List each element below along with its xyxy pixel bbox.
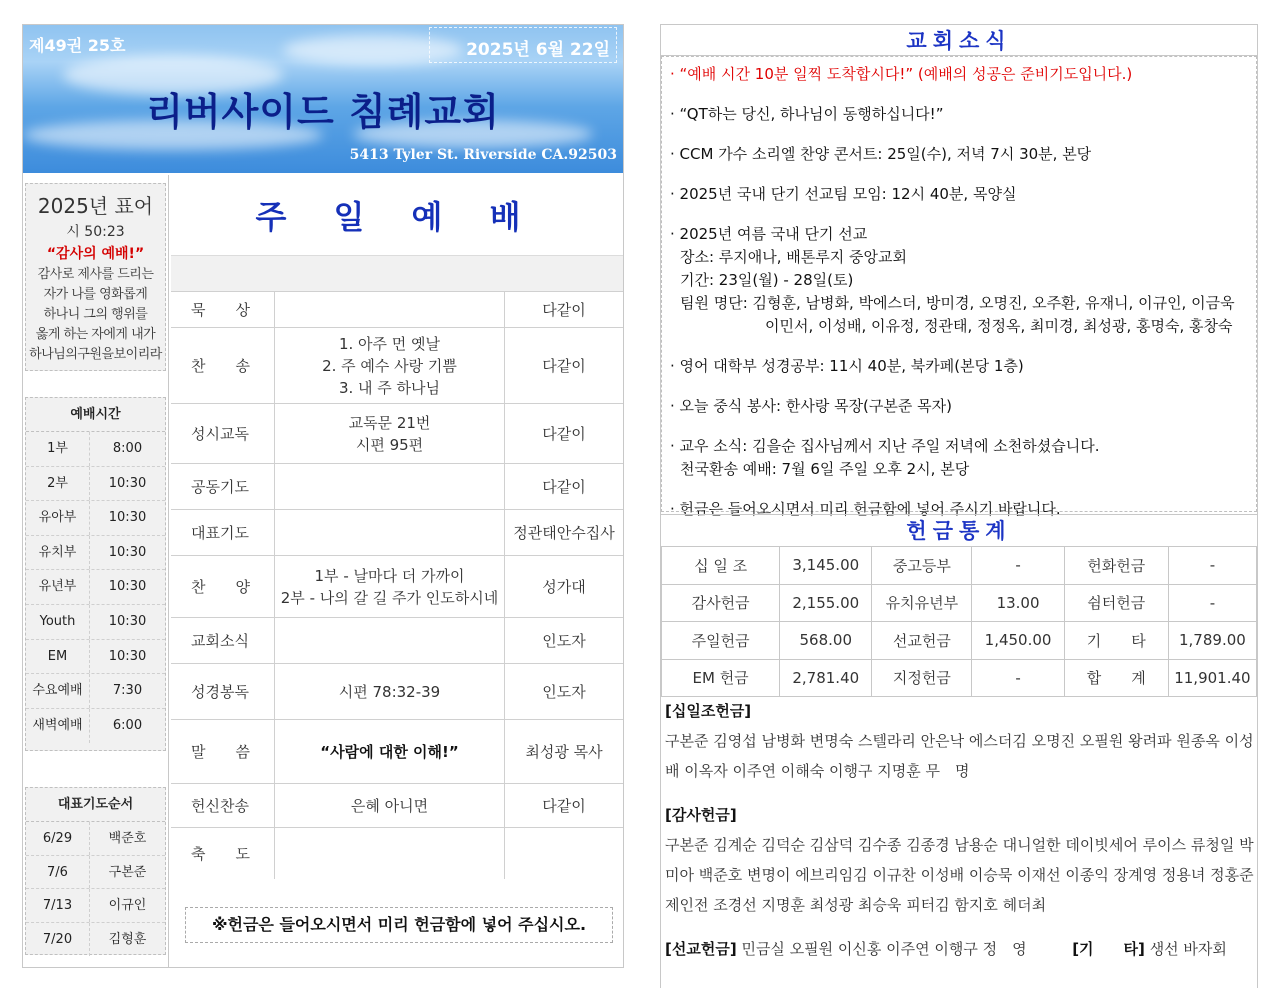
service-item-leader: 다같이 [542, 357, 586, 375]
motto-verse-line: 감사로 제사를 드리는 [37, 267, 154, 282]
worship-time-row [26, 640, 165, 675]
news-item: · 영어 대학부 성경공부: 11시 40분, 북카페(본당 1층) [670, 357, 1024, 375]
service-item-detail [275, 404, 505, 463]
service-item-content: 1부 - 날마다 더 가까이 [314, 566, 465, 585]
etc-names: 생선 바자회 [1149, 940, 1227, 958]
service-order-row [171, 327, 623, 403]
tithe-block [665, 696, 1255, 786]
news-item: · “QT하는 당신, 하나님이 동행하십니다!” [670, 105, 944, 123]
bulletin-front-page [22, 24, 624, 968]
service-item-detail [275, 720, 505, 783]
service-item-content: 시편 78:32-39 [338, 682, 441, 701]
service-order-row [171, 403, 623, 463]
offering-amount: 2,781.40 [780, 659, 872, 697]
service-item-detail [275, 618, 505, 663]
service-item-detail [275, 464, 505, 509]
offering-amount: - [1168, 547, 1256, 585]
offering-amount: 3,145.00 [780, 547, 872, 585]
prayer-row [26, 923, 165, 957]
mission-heading: [선교헌금] [665, 940, 737, 958]
service-order-row [171, 783, 623, 827]
offering-amount: 1,450.00 [972, 622, 1064, 660]
worship-name: 유치부 [26, 536, 90, 570]
bulletin-date: 2025년 6월 22일 [429, 27, 617, 63]
prayer-row [26, 856, 165, 890]
prayer-order-title: 대표기도순서 [26, 788, 165, 822]
service-order-row [171, 663, 623, 719]
motto-verse-line: 옳게 하는 자에게 내가 [35, 327, 156, 342]
service-item-detail [275, 664, 505, 719]
worship-time-row [26, 674, 165, 709]
prayer-date: 7/6 [26, 856, 90, 889]
service-item-content: 3. 내 주 하나님 [338, 378, 441, 397]
worship-time: 8:00 [112, 441, 143, 456]
motto-title: 2025년 표어 [37, 194, 154, 218]
tithe-heading: [십일조헌금] [665, 702, 752, 720]
service-item-leader: 최성광 목사 [525, 743, 603, 761]
worship-time-row [26, 467, 165, 502]
mission-etc-block [665, 934, 1255, 964]
worship-time-row [26, 605, 165, 640]
service-order-row [171, 291, 623, 327]
offering-amount: 568.00 [780, 622, 872, 660]
offering-amount: - [1168, 584, 1256, 622]
thanks-heading: [감사헌금] [665, 806, 737, 824]
mission-team: 팀원 명단: 김형훈, 남병화, 박에스더, 방미경, 오명진, 오주환, 유재니, 이규인, 이금욱 [680, 294, 1235, 312]
news-item [670, 435, 1248, 481]
motto-verse-line: 하나니 그의 행위를 [43, 307, 148, 322]
volume-number: 제49권 25호 [29, 36, 126, 55]
offering-stats-row [662, 547, 1257, 585]
bulletin-back-page [660, 24, 1258, 988]
mission-place: 장소: 루지애나, 배톤루지 중앙교회 [680, 248, 907, 266]
news-item-mission [670, 223, 1248, 338]
service-title: 주 일 예 배 [255, 198, 539, 236]
offering-stats-title: 헌금통계 [661, 514, 1257, 546]
service-item-leader: 인도자 [542, 632, 586, 650]
prayer-date: 6/29 [26, 822, 90, 855]
worship-time: 7:30 [112, 683, 143, 699]
prayer-date: 7/13 [26, 889, 90, 922]
year-motto [25, 183, 166, 371]
service-item-content: “사람에 대한 이해!” [320, 742, 459, 761]
service-item-label: 성경봉독 [171, 664, 275, 719]
worship-name: EM [26, 640, 90, 674]
offering-category: 지정헌금 [872, 659, 972, 697]
worship-time: 10:30 [108, 544, 147, 560]
service-item-detail [275, 784, 505, 827]
service-item-leader: 성가대 [542, 578, 586, 596]
motto-verse-line: 하나님의구원을보이리라 [29, 347, 162, 362]
offering-stats-row [662, 622, 1257, 660]
thanks-names: 구본준 김계순 김덕순 김삼덕 김수종 김종경 남용순 대니얼한 데이빗세어 루이스 류청일 박미아 백준호 변명이 에브리임김 이규찬 이성배 이승묵 이재선 이종익 장계영 정용녀 정홍준 제인전 조경선 지명훈 최성광 최승욱 피터김 함지호 헤더최 [665, 836, 1254, 914]
news-item: · CCM 가수 소리엘 찬양 콘서트: 25일(수), 저녁 7시 30분, 본당 [670, 145, 1092, 163]
service-item-leader: 정관태안수집사 [513, 524, 615, 542]
thanks-block [665, 800, 1255, 920]
service-item-label: 찬 양 [171, 556, 275, 617]
service-spacer [171, 255, 623, 291]
church-news [661, 56, 1257, 518]
worship-name: 수요예배 [26, 674, 90, 708]
offering-category: 감사헌금 [662, 584, 780, 622]
prayer-order-table [25, 787, 166, 955]
worship-name: 유년부 [26, 570, 90, 604]
member-news: · 교우 소식: 김을순 집사님께서 지난 주일 저녁에 소천하셨습니다. [670, 437, 1100, 455]
service-item-label: 대표기도 [171, 510, 275, 555]
offering-category: 헌화헌금 [1064, 547, 1168, 585]
service-item-content: 은혜 아니면 [350, 796, 429, 815]
tithe-names: 구본준 김영섭 남병화 변명숙 스텔라리 안은낙 에스더김 오명진 오필원 왕려파 원종옥 이성배 이옥자 이주연 이해숙 이행구 지명훈 무 명 [665, 732, 1254, 780]
service-item-leader: 다같이 [542, 478, 586, 496]
worship-time: 10:30 [108, 613, 147, 629]
offering-stats-table [661, 546, 1257, 697]
worship-time: 10:30 [108, 579, 147, 595]
offering-category: 유치유년부 [872, 584, 972, 622]
mission-title: · 2025년 여름 국내 단기 선교 [670, 225, 868, 243]
service-item-content: 2. 주 예수 사랑 기쁨 [322, 356, 457, 375]
worship-time: 10:30 [108, 648, 147, 664]
service-item-label: 성시교독 [171, 404, 275, 463]
offering-category: 십 일 조 [662, 547, 780, 585]
offering-names [665, 696, 1255, 978]
offering-note: ※헌금은 들어오시면서 미리 헌금함에 넣어 주십시오. [185, 907, 613, 943]
bulletin-header [23, 25, 623, 173]
worship-time-row [26, 501, 165, 536]
service-item-label: 교회소식 [171, 618, 275, 663]
news-item: · “예배 시간 10분 일찍 도착합시다!” (예배의 성공은 준비기도입니다.) [670, 65, 1133, 83]
offering-category: 쉼터헌금 [1064, 584, 1168, 622]
service-item-label: 축 도 [171, 828, 275, 879]
worship-time-row [26, 432, 165, 467]
prayer-leader: 김형훈 [108, 931, 147, 947]
offering-stats-row [662, 584, 1257, 622]
prayer-date: 7/20 [26, 923, 90, 957]
offering-category: EM 헌금 [662, 659, 780, 697]
worship-time: 6:00 [112, 717, 143, 733]
offering-amount: - [972, 547, 1064, 585]
service-order-table [171, 291, 623, 879]
service-item-label: 묵 상 [171, 292, 275, 327]
offering-stats-row [662, 659, 1257, 697]
service-item-label: 찬 송 [171, 328, 275, 403]
service-item-content: 교독문 21번 [348, 413, 431, 432]
prayer-leader: 구본준 [108, 864, 147, 880]
motto-theme: “감사의 예배!” [46, 246, 145, 262]
service-item-content: 1. 아주 먼 옛날 [338, 334, 441, 353]
prayer-row [26, 822, 165, 856]
service-item-label: 말 씀 [171, 720, 275, 783]
worship-time-row [26, 709, 165, 744]
church-address: 5413 Tyler St. Riverside CA.92503 [349, 147, 617, 163]
worship-name: 유아부 [26, 501, 90, 535]
service-item-detail [275, 828, 505, 879]
offering-category: 중고등부 [872, 547, 972, 585]
worship-times-title: 예배시간 [26, 398, 165, 432]
service-item-leader: 다같이 [542, 425, 586, 443]
motto-verse [26, 265, 165, 365]
worship-name: 2부 [26, 467, 90, 501]
mission-team-cont: 이민서, 이성배, 이유정, 정관태, 정정옥, 최미경, 최성광, 홍명숙, 홍창숙 [765, 317, 1233, 335]
service-item-label: 공동기도 [171, 464, 275, 509]
service-order-row [171, 719, 623, 783]
worship-time: 10:30 [108, 475, 147, 491]
service-item-detail [275, 328, 505, 403]
prayer-leader: 백준호 [108, 831, 147, 846]
worship-times-table [25, 397, 166, 751]
service-order-row [171, 463, 623, 509]
worship-name: 1부 [26, 432, 90, 466]
news-item: · 헌금은 들어오시면서 미리 헌금함에 넣어 주시기 바랍니다. [670, 500, 1061, 518]
offering-category: 선교헌금 [872, 622, 972, 660]
offering-amount: 13.00 [972, 584, 1064, 622]
mission-names: 민금실 오필원 이신홍 이주연 이행구 정 영 [741, 940, 1027, 958]
offering-category: 기 타 [1064, 622, 1168, 660]
offering-category: 주일헌금 [662, 622, 780, 660]
offering-amount: 1,789.00 [1168, 622, 1256, 660]
motto-verse-line: 자가 나를 영화롭게 [43, 287, 148, 302]
sidebar [23, 175, 169, 967]
service-order-row [171, 509, 623, 555]
church-name: 리버사이드 침례교회 [146, 90, 500, 134]
etc-heading: [기 타] [1072, 940, 1145, 958]
offering-amount: 11,901.40 [1168, 659, 1256, 697]
service-item-leader: 다같이 [542, 301, 586, 319]
service-item-content: 시편 95편 [355, 435, 424, 454]
service-item-label: 헌신찬송 [171, 784, 275, 827]
service-item-detail [275, 292, 505, 327]
news-item: · 오늘 중식 봉사: 한사랑 목장(구본준 목자) [670, 397, 952, 415]
service-order-row [171, 555, 623, 617]
service-item-leader: 다같이 [542, 797, 586, 815]
service-item-leader: 인도자 [542, 683, 586, 701]
offering-category: 합 계 [1064, 659, 1168, 697]
prayer-row [26, 889, 165, 923]
member-news-funeral: 천국환송 예배: 7월 6일 주일 오후 2시, 본당 [680, 460, 970, 478]
motto-reference: 시 50:23 [66, 224, 125, 240]
worship-time-row [26, 570, 165, 605]
news-item: · 2025년 국내 단기 선교팀 모임: 12시 40분, 목양실 [670, 185, 1017, 203]
prayer-leader: 이규인 [108, 898, 147, 913]
worship-name: 새벽예배 [26, 709, 90, 744]
worship-time-row [26, 536, 165, 571]
service-item-leader [505, 828, 623, 879]
offering-amount: 2,155.00 [780, 584, 872, 622]
service-order-row [171, 617, 623, 663]
service-item-detail [275, 556, 505, 617]
worship-time: 10:30 [108, 510, 147, 526]
mission-period: 기간: 23일(월) - 28일(토) [680, 271, 854, 289]
worship-name: Youth [26, 605, 90, 639]
service-item-content: 2부 - 나의 갈 길 주가 인도하시네 [280, 588, 499, 607]
news-title: 교회소식 [661, 24, 1257, 56]
offering-amount: - [972, 659, 1064, 697]
service-item-detail [275, 510, 505, 555]
service-order-row [171, 827, 623, 879]
